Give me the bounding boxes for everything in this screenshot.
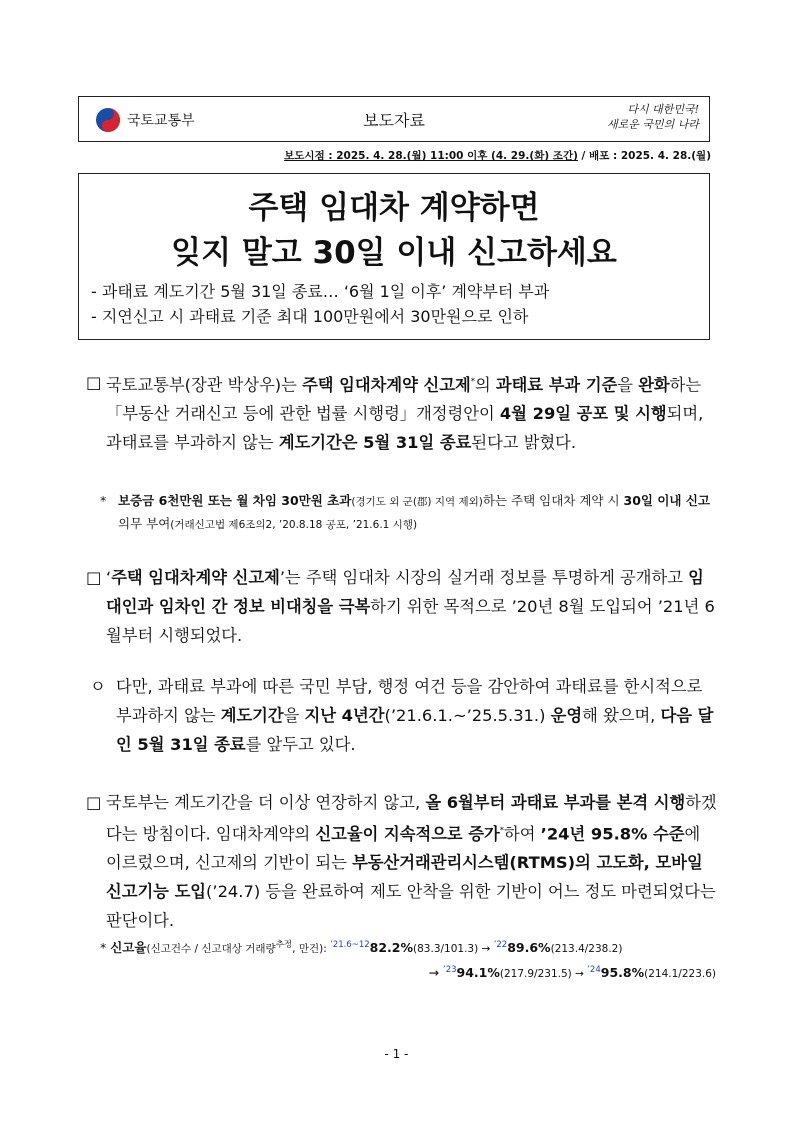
release-info [284, 148, 711, 163]
text: 을 [283, 706, 305, 725]
footnote-2 [100, 935, 720, 985]
emphasis: 보증금 6천만원 또는 월 차임 30만원 초과 [118, 493, 352, 508]
paragraph-3 [90, 672, 718, 759]
rate-value: 94.1% [456, 965, 500, 981]
text: 되며, 과태료를 부과하지 않는 [106, 404, 704, 453]
headline [79, 186, 709, 276]
text: 하여 [504, 824, 541, 844]
emphasis: 임대인과 임차인 간 정보 비대칭을 극복 [106, 568, 704, 616]
emphasis: 완화 [638, 375, 670, 395]
text: 를 앞두고 있다. [245, 735, 356, 754]
rate-detail: (83.3/101.3) → [413, 943, 494, 956]
text: 하겠다는 방침이다. 임대차계약의 [106, 793, 717, 844]
text: 된다고 밝혔다. [471, 433, 577, 453]
text: 계약 시 [579, 493, 624, 508]
text: 의무 부여 [118, 516, 171, 531]
text: (’24.7) 등을 완료하여 제도 안착을 위한 기반이 어느 정도 마련되었다는 판단이다. [106, 882, 716, 931]
subheadline-1: - 과태료 계도기간 5월 31일 종료… ‘6월 1일 이후’ 계약부터 부과 [91, 282, 550, 301]
footnote-2-line-2 [100, 960, 720, 985]
small-text: , 만건): [292, 943, 331, 956]
footnote-star: * [100, 493, 107, 508]
emphasis: 운영 [550, 706, 583, 725]
emphasis: 주택 임대차계약 신고제 [111, 568, 280, 587]
slogan-line-2: 새로운 국민의 나라 [606, 118, 699, 131]
emphasis: 계도기간은 5월 31일 종료 [278, 433, 472, 453]
small-text: (거래신고법 제6조의2, ’20.8.18 공포, ’21.6.1 시행) [170, 519, 418, 531]
circle-bullet: ㅇ [90, 677, 106, 696]
emphasis: ’24년 95.8% 수준 [540, 824, 685, 844]
page-number: - 1 - [384, 1047, 409, 1061]
emphasis: 다음 달인 5월 31일 종료 [116, 706, 714, 754]
headline-line-2: 잊지 말고 30일 이내 신고하세요 [171, 235, 617, 271]
period-label: ’21.6~12 [330, 940, 370, 950]
subheadline-2: - 지연신고 시 과태료 기준 최대 100만원에서 30만원으로 인하 [91, 307, 529, 326]
square-bullet: □ [86, 793, 102, 812]
text: 다만, 과태료 부과에 따른 국민 부담, 행정 여건 등을 감안하여 과태료를 한시적으로 부과하지 않는 [116, 677, 703, 725]
text: ‘ [106, 568, 112, 587]
press-release-label: 보도자료 [363, 111, 425, 130]
superscript: 추정 [275, 940, 293, 950]
text: 하는「부동산 거래신고 등에 관한 법률 시행령」개정령안이 [106, 375, 702, 424]
text: (’21.6.1.~’25.5.31.) [384, 706, 551, 725]
text: 에 이르렀으며, 신고제의 기반이 되는 [106, 824, 701, 873]
text: 을 [617, 375, 634, 395]
emphasis: 지난 4년간 [304, 706, 385, 725]
text: 하기 위한 목적으로 ’20년 8월 도입되어 ’21년 6월부터 시행되었다. [106, 597, 715, 645]
press-header [78, 96, 710, 142]
rate-detail: (217.9/231.5) → [499, 968, 588, 981]
headline-line-1: 주택 임대차 계약하면 [248, 190, 540, 226]
emphasis: 과태료 부과 기준 [495, 375, 618, 395]
rate-value: 82.2% [369, 940, 414, 956]
footnote-marker: * [470, 377, 475, 387]
slogan [579, 102, 699, 132]
distribution-date: / 배포 : 2025. 4. 28.(월) [577, 150, 711, 162]
rate-detail: (214.1/223.6) [644, 968, 716, 981]
text: 하는 주택 임대차 [482, 493, 576, 508]
period-label: ’23 [443, 965, 457, 976]
footnote-2-line-1 [100, 935, 720, 960]
footnote-1 [100, 490, 720, 536]
small-text: (경기도 외 군(郡) 지역 제외) [351, 496, 483, 508]
text: ’는 주택 임대차 시장의 실거래 정보를 투명하게 공개하고 [279, 568, 689, 587]
square-bullet: □ [86, 568, 102, 587]
arrow: → [428, 965, 443, 981]
square-bullet: □ [86, 373, 102, 392]
emphasis: 부동산거래관리시스템(RTMS)의 고도화, 모바일 신고기능 도입 [106, 853, 703, 902]
text: 국토교통부(장관 박상우)는 [106, 375, 303, 395]
paragraph-2 [86, 563, 718, 650]
subheadlines [91, 279, 549, 329]
slogan-line-1: 다시 대한민국! [627, 103, 699, 116]
paragraph-1 [86, 368, 718, 457]
rate-detail: (213.4/238.2) [550, 943, 623, 956]
period-label: ’24 [587, 965, 601, 976]
small-text: (신고건수 / 신고대상 거래량 [146, 943, 276, 956]
rate-value: 95.8% [600, 965, 645, 981]
emphasis: 30일 이내 신고 [623, 493, 711, 508]
emphasis: 신고율 [110, 940, 147, 956]
emphasis: 4월 29일 공포 및 시행 [499, 404, 667, 424]
rate-value: 89.6% [507, 940, 551, 956]
emphasis: 올 6월부터 과태료 부과를 본격 시행 [425, 793, 686, 812]
text: 국토부는 계도기간을 더 이상 연장하지 않고, [106, 793, 426, 812]
text: 해 왔으며, [582, 706, 661, 725]
period-label: ’22 [493, 940, 508, 950]
text: 의 [474, 375, 496, 395]
emphasis: 계도기간 [220, 706, 284, 725]
emphasis: 신고율이 지속적으로 증가 [315, 824, 500, 844]
footnote-marker: * [499, 826, 505, 836]
paragraph-4 [86, 788, 718, 935]
title-box [78, 173, 710, 340]
footnote-star: * [100, 940, 111, 956]
ministry-name: 국토교통부 [127, 113, 195, 129]
emphasis: 주택 임대차계약 신고제 [302, 375, 471, 395]
embargo-time: 보도시점 : 2025. 4. 28.(월) 11:00 이후 (4. 29.(화) 조간) [284, 150, 578, 162]
